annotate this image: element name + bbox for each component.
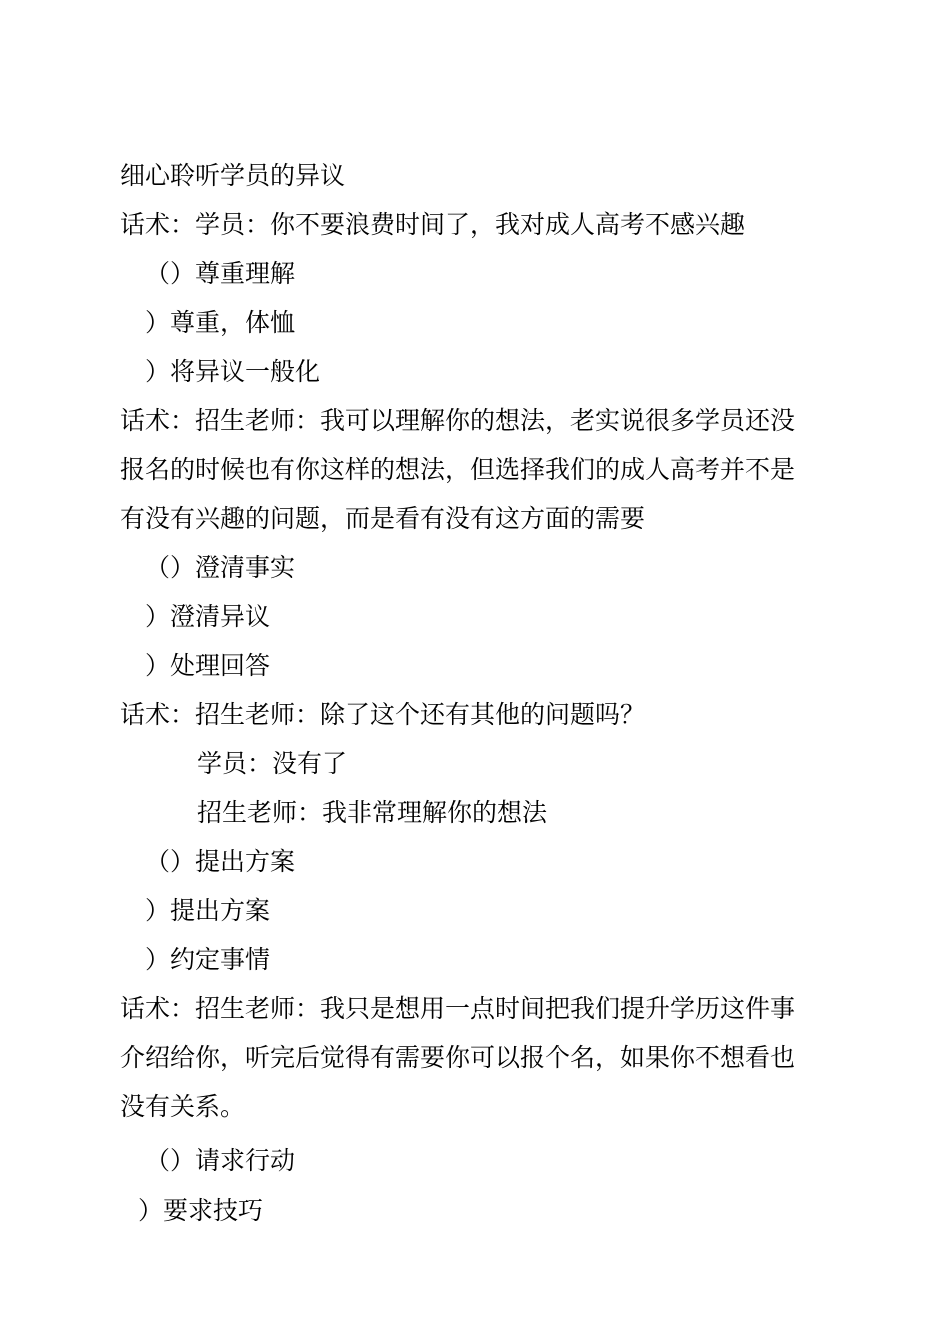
list-item: （）澄清事实: [145, 553, 296, 582]
dialogue-line: 学员：没有了: [197, 749, 348, 778]
list-item: ）尊重，体恤: [145, 308, 296, 337]
script-line: 话术：招生老师：我只是想用一点时间把我们提升学历这件事: [120, 994, 796, 1023]
section-heading: 细心聆听学员的异议: [120, 161, 346, 190]
list-item: ）提出方案: [145, 896, 271, 925]
script-line: 没有关系。: [120, 1092, 246, 1121]
list-item: ）约定事情: [145, 945, 271, 974]
list-item: ）将异议一般化: [145, 357, 321, 386]
script-line: 话术：学员：你不要浪费时间了，我对成人高考不感兴趣: [120, 210, 746, 239]
script-line: 有没有兴趣的问题，而是看有没有这方面的需要: [120, 504, 646, 533]
script-line: 报名的时候也有你这样的想法，但选择我们的成人高考并不是: [120, 455, 796, 484]
list-item: （）请求行动: [145, 1146, 296, 1175]
script-line: 话术：招生老师：除了这个还有其他的问题吗？: [120, 700, 646, 729]
dialogue-line: 招生老师：我非常理解你的想法: [197, 798, 548, 827]
list-item: ）要求技巧: [138, 1196, 264, 1225]
list-item: （）提出方案: [145, 847, 296, 876]
list-item: ）澄清异议: [145, 602, 271, 631]
list-item: ）处理回答: [145, 651, 271, 680]
script-line: 话术：招生老师：我可以理解你的想法，老实说很多学员还没: [120, 406, 796, 435]
script-line: 介绍给你，听完后觉得有需要你可以报个名，如果你不想看也: [120, 1043, 796, 1072]
list-item: （）尊重理解: [145, 259, 296, 288]
